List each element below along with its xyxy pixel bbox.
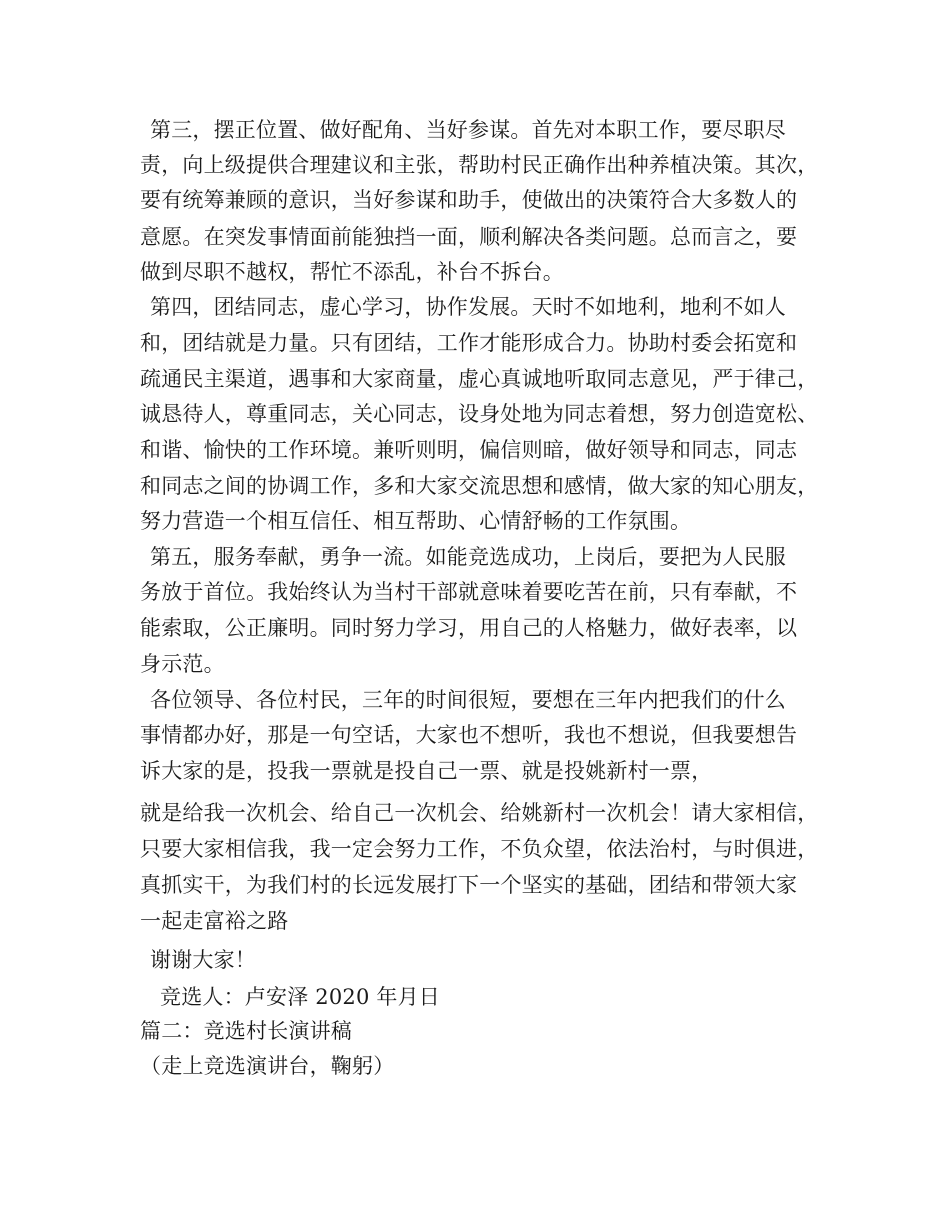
paragraph-5-line-2: 务放于首位。我始终认为当村干部就意味着要吃苦在前，只有奉献，不 <box>140 580 798 604</box>
closing-paragraph-line-1: 各位领导、各位村民，三年的时间很短，要想在三年内把我们的什么 <box>150 688 786 712</box>
paragraph-3-line-3: 要有统筹兼顾的意识，当好参谋和助手，使做出的决策符合大多数人的 <box>140 188 798 212</box>
section-heading: 篇二：竞选村长演讲稿 <box>140 1019 352 1043</box>
paragraph-4-line-1: 第四，团结同志，虚心学习，协作发展。天时不如地利，地利不如人 <box>150 295 786 319</box>
paragraph-4-line-5: 和谐、愉快的工作环境。兼听则明，偏信则暗，做好领导和同志，同志 <box>140 438 798 462</box>
closing-paragraph-line-7: 一起走富裕之路 <box>140 909 289 933</box>
paragraph-3-line-1: 第三，摆正位置、做好配角、当好参谋。首先对本职工作，要尽职尽 <box>150 118 786 142</box>
thanks-line: 谢谢大家！ <box>150 948 256 972</box>
paragraph-3-line-5: 做到尽职不越权，帮忙不添乱，补台不拆台。 <box>140 260 564 284</box>
paragraph-4-line-7: 努力营造一个相互信任、相互帮助、心情舒畅的工作氛围。 <box>140 509 692 533</box>
closing-paragraph-line-5: 只要大家相信我，我一定会努力工作，不负众望，依法治村，与时俱进， <box>140 837 819 861</box>
closing-paragraph-line-2: 事情都办好，那是一句空话，大家也不想听，我也不想说，但我要想告 <box>140 723 798 747</box>
stage-direction: （走上竞选演讲台，鞠躬） <box>140 1054 395 1078</box>
paragraph-3-line-4: 意愿。在突发事情面前能独挡一面，顺利解决各类问题。总而言之，要 <box>140 225 798 249</box>
paragraph-4-line-6: 和同志之间的协调工作，多和大家交流思想和感情，做大家的知心朋友， <box>140 474 819 498</box>
paragraph-4-line-4: 诚恳待人，尊重同志，关心同志，设身处地为同志着想，努力创造宽松、 <box>140 402 819 426</box>
paragraph-4-line-3: 疏通民主渠道，遇事和大家商量，虚心真诚地听取同志意见，严于律己， <box>140 367 819 391</box>
closing-paragraph-line-3: 诉大家的是，投我一票就是投自己一票、就是投姚新村一票， <box>140 759 713 783</box>
paragraph-5-line-1: 第五，服务奉献，勇争一流。如能竞选成功，上岗后，要把为人民服 <box>150 545 786 569</box>
signature-line: 竞选人：卢安泽 2020 年月日 <box>160 985 440 1009</box>
closing-paragraph-line-4: 就是给我一次机会、给自己一次机会、给姚新村一次机会！请大家相信， <box>140 801 819 825</box>
closing-paragraph-line-6: 真抓实干，为我们村的长远发展打下一个坚实的基础，团结和带领大家 <box>140 873 798 897</box>
paragraph-3-line-2: 责，向上级提供合理建议和主张，帮助村民正确作出种养植决策。其次， <box>140 153 819 177</box>
paragraph-5-line-4: 身示范。 <box>140 652 225 676</box>
paragraph-4-line-2: 和，团结就是力量。只有团结，工作才能形成合力。协助村委会拓宽和 <box>140 331 798 355</box>
paragraph-5-line-3: 能索取，公正廉明。同时努力学习，用自己的人格魅力，做好表率，以 <box>140 616 798 640</box>
